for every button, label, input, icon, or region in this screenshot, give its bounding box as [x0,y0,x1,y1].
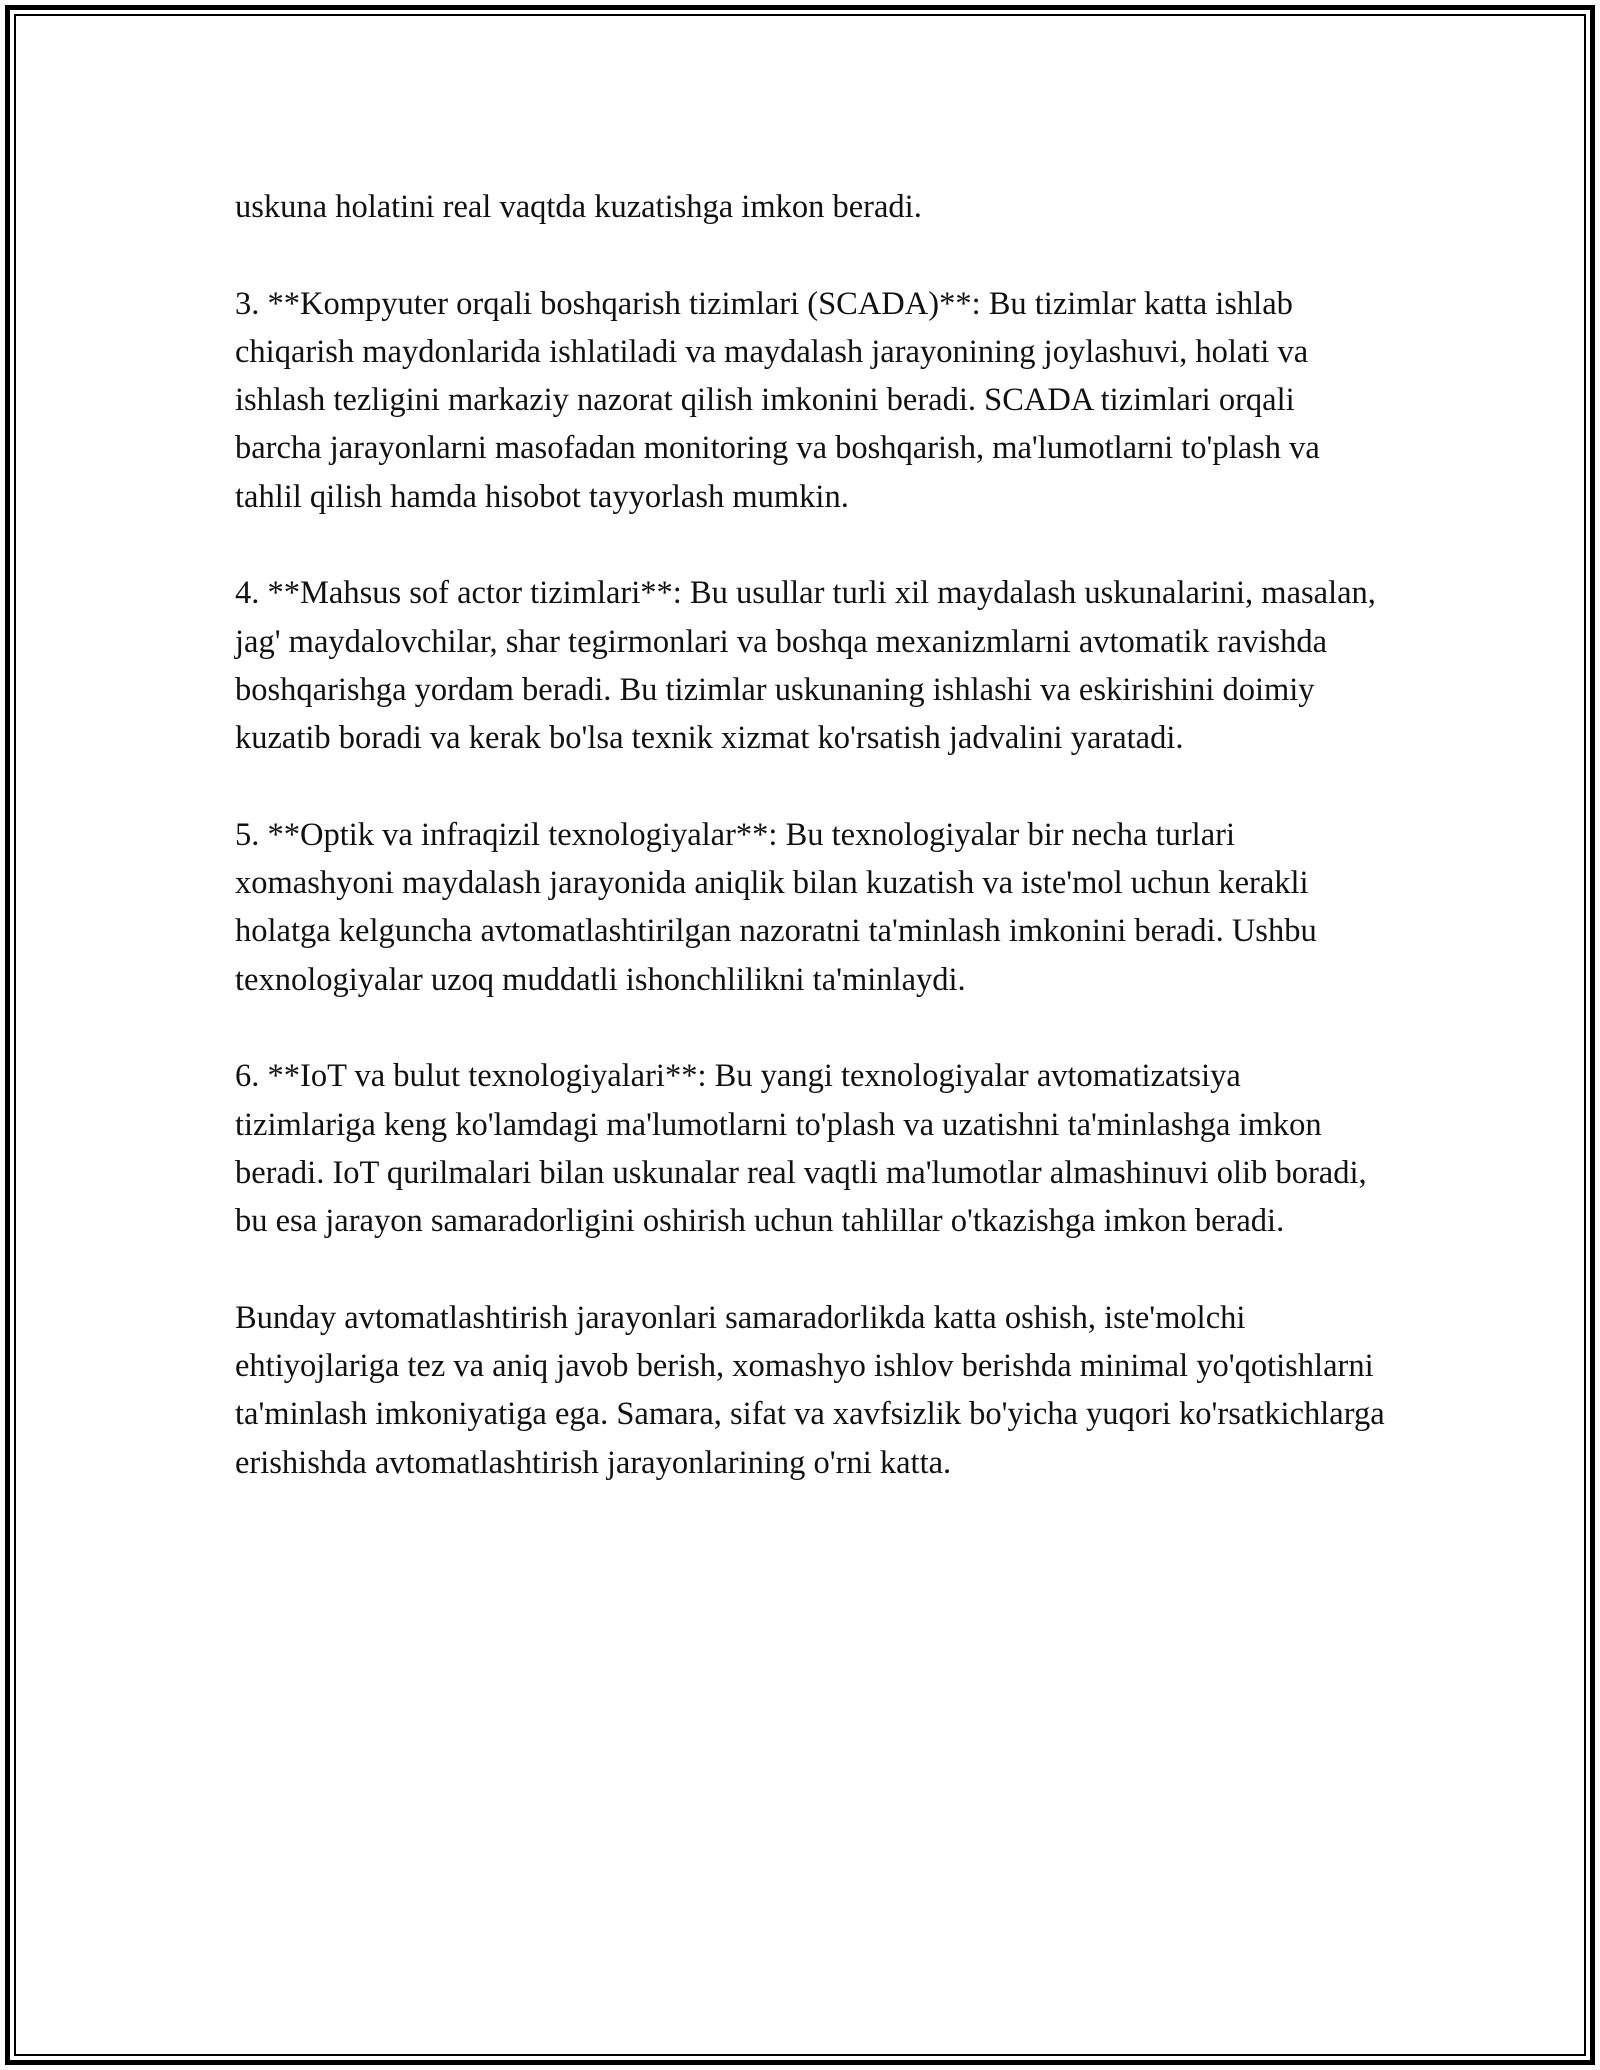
document-body [235,183,1385,1535]
paragraph-continuation: uskuna holatini real vaqtda kuzatishga imkon beradi. [235,189,922,225]
paragraph-item-5-optical-infrared: 5. **Optik va infraqizil texnologiyalar**: Bu texnologiyalar bir necha turlari xomashyoni maydalash jarayonida aniqlik bilan kuzatish va iste'mol uchun kerakli holatga kelguncha avtomatlashtirilgan nazoratni ta'minlash imkonini beradi. Ushbu texnologiyalar uzoq muddatli ishonchlilikni ta'minlaydi. [235,816,1317,998]
paragraph-item-6-iot-cloud: 6. **IoT va bulut texnologiyalari**: Bu yangi texnologiyalar avtomatizatsiya tizimlariga keng ko'lamdagi ma'lumotlarni to'plash va uzatishni ta'minlashga imkon beradi. IoT qurilmalari bilan uskunalar real vaqtli ma'lumotlar almashinuvi olib boradi, bu esa jarayon samaradorligini oshirish uchun tahlillar o'tkazishga imkon beradi. [235,1058,1367,1240]
paragraph-item-3-scada: 3. **Kompyuter orqali boshqarish tizimlari (SCADA)**: Bu tizimlar katta ishlab chiqarish maydonlarida ishlatiladi va maydalash jarayonining joylashuvi, holati va ishlash tezligini markaziy nazorat qilish imkonini beradi. SCADA tizimlari orqali barcha jarayonlarni masofadan monitoring va boshqarish, ma'lumotlarni to'plash va tahlil qilish hamda hisobot tayyorlash mumkin. [235,285,1320,515]
paragraph-item-4-special-systems: 4. **Mahsus sof actor tizimlari**: Bu usullar turli xil maydalash uskunalarini, masalan, jag' maydalovchilar, shar tegirmonlari va boshqa mexanizmlarni avtomatik ravishda boshqarishga yordam beradi. Bu tizimlar uskunaning ishlashi va eskirishini doimiy kuzatib boradi va kerak bo'lsa texnik xizmat ko'rsatish jadvalini yaratadi. [235,575,1376,757]
paragraph-conclusion: Bunday avtomatlashtirish jarayonlari samaradorlikda katta oshish, iste'molchi ehtiyojlariga tez va aniq javob berish, xomashyo ishlov berishda minimal yo'qotishlarni ta'minlash imkoniyatiga ega. Samara, sifat va xavfsizlik bo'yicha yuqori ko'rsatkichlarga erishishda avtomatlashtirish jarayonlarining o'rni katta. [235,1299,1385,1481]
